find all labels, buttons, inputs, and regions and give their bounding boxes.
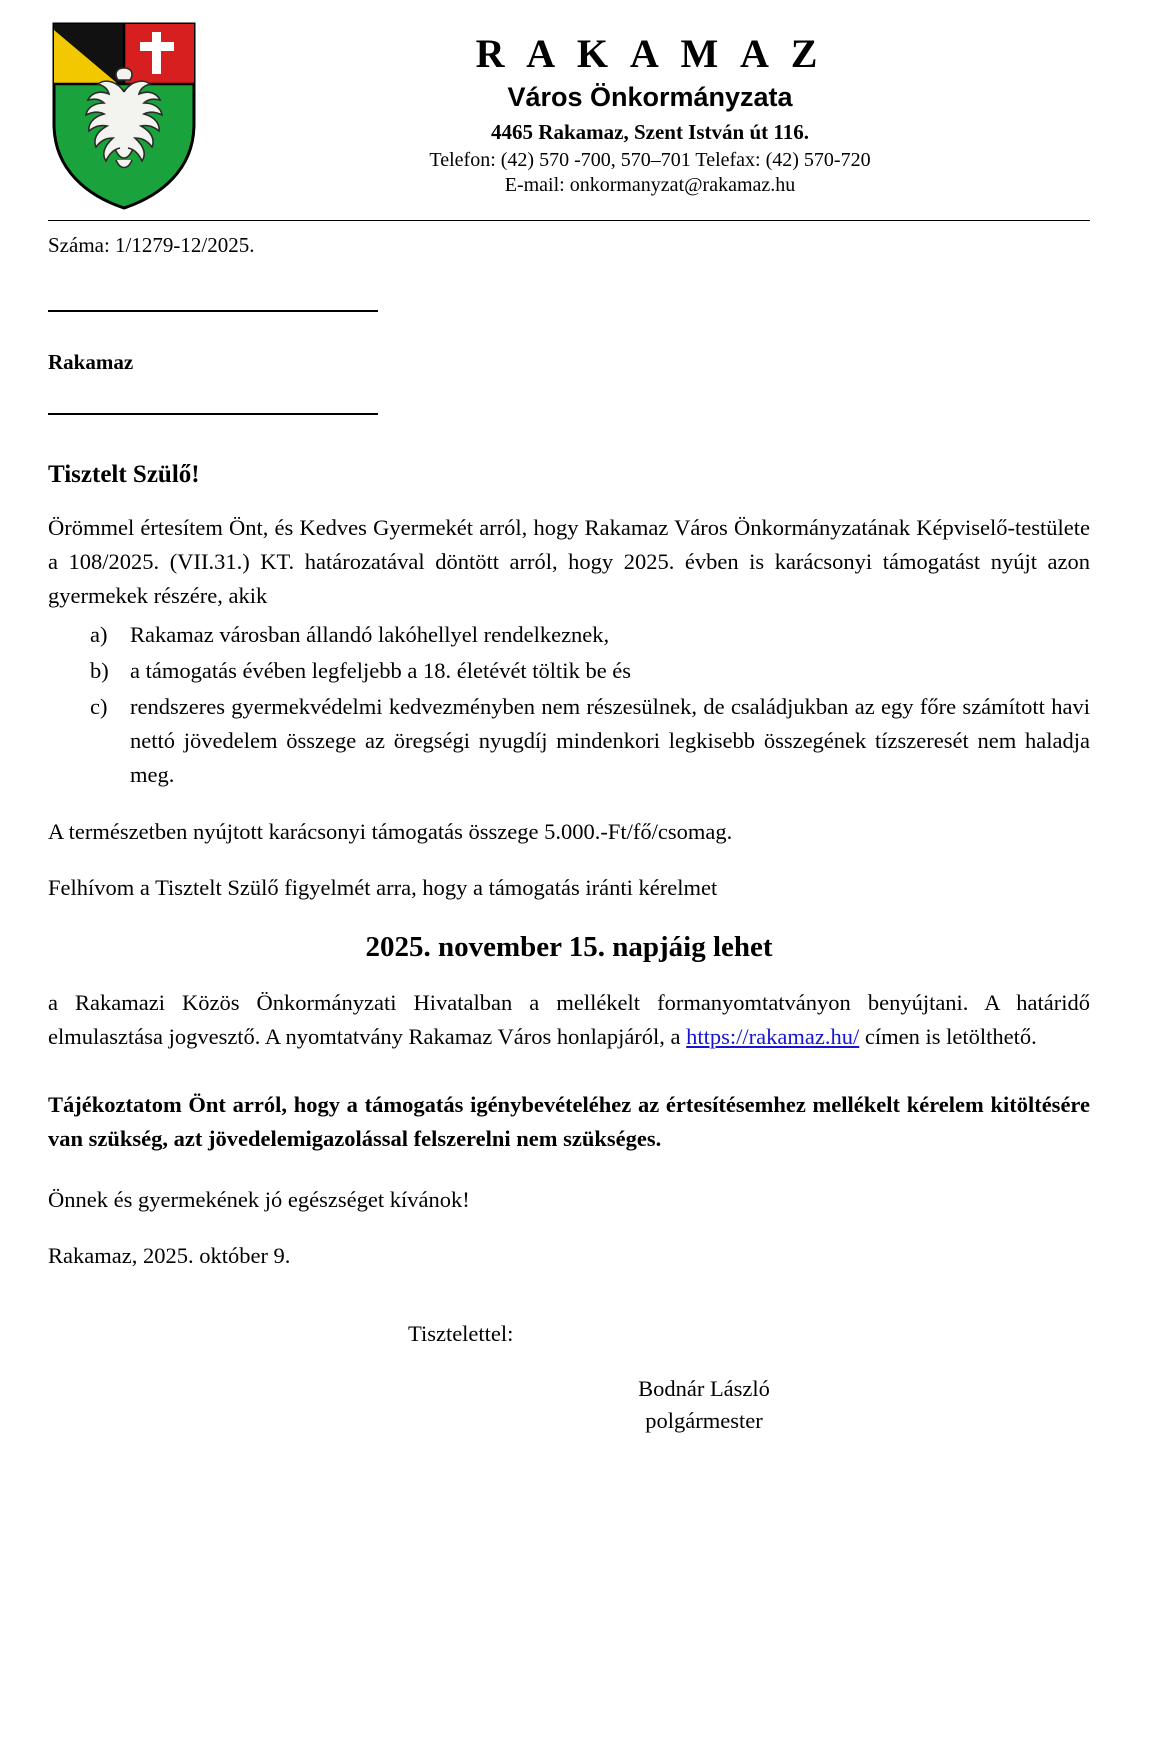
- organization-name: R A K A M A Z: [475, 31, 825, 76]
- place-and-date: Rakamaz, 2025. október 9.: [48, 1242, 291, 1268]
- deadline-intro-paragraph: Felhívom a Tisztelt Szülő figyelmét arra, hogy a támogatás iránti kérelmet: [48, 874, 718, 900]
- list-item-text: a támogatás évében legfeljebb a 18. életévét töltik be és: [130, 657, 632, 683]
- list-item: [90, 618, 1090, 652]
- coat-of-arms-icon: [48, 18, 200, 212]
- list-marker: a): [90, 621, 108, 647]
- amount-paragraph: A természetben nyújtott karácsonyi támogatás összege 5.000.-Ft/fő/csomag.: [48, 818, 733, 844]
- addressee-block: [48, 310, 1090, 415]
- addressee-line-bottom: [48, 413, 378, 415]
- intro-paragraph: Örömmel értesítem Önt, és Kedves Gyermekét arról, hogy Rakamaz Város Önkormányzatának Képviselő-testülete a 108/2025. (VII.31.) KT. határozatával döntött arról, hogy 2025. évben is karácsonyi támogatást nyújt azon gyermekek részére, akik: [48, 515, 1090, 609]
- closing-wish: Önnek és gyermekének jó egészséget kívánok!: [48, 1186, 470, 1212]
- header-divider: [48, 220, 1090, 221]
- addressee-line-top: [48, 310, 378, 312]
- signer-name: Bodnár László: [638, 1375, 770, 1401]
- letterhead-text: [210, 18, 1090, 197]
- list-item-text: rendszeres gyermekvédelmi kedvezményben nem részesülnek, de családjukban az egy főre számított havi nettó jövedelem összege az öregségi nyugdíj mindenkori legkisebb összegének tízszeresét nem haladja meg.: [130, 693, 1090, 788]
- addressee-name: Rakamaz: [48, 350, 134, 374]
- list-marker: b): [90, 657, 109, 683]
- organization-address: 4465 Rakamaz, Szent István út 116.: [491, 120, 809, 144]
- signer-title: polgármester: [645, 1408, 763, 1434]
- submission-paragraph: [48, 986, 1090, 1054]
- rakamaz-website-link[interactable]: https://rakamaz.hu/: [686, 1024, 860, 1050]
- submission-text-part-2: címen is letölthető.: [859, 1024, 1037, 1050]
- organization-email: E-mail: onkormanyzat@rakamaz.hu: [504, 174, 796, 196]
- list-item: [90, 654, 1090, 688]
- deadline-heading: 2025. november 15. napjáig lehet: [365, 930, 773, 963]
- regards-line: Tisztelettel:: [408, 1320, 514, 1346]
- organization-subtitle: Város Önkormányzata: [507, 82, 793, 112]
- organization-phone: Telefon: (42) 570 -700, 570–701 Telefax: (42) 570-720: [429, 149, 871, 171]
- list-item: [90, 690, 1090, 793]
- submission-text-part-1: a Rakamazi Közös Önkormányzati Hivatalban a mellékelt formanyomtatványon benyújtani. A határidő elmulasztása jogvesztő. A nyomtatvány Rakamaz Város honlapjáról, a: [48, 989, 1090, 1050]
- signature-block: [48, 1373, 1090, 1438]
- important-note: Tájékoztatom Önt arról, hogy a támogatás igénybevételéhez az értesítésemhez mellékelt kérelem kitöltésére van szükség, azt jövedelemigazolással felszerelni nem szükséges.: [48, 1092, 1090, 1152]
- salutation: Tisztelt Szülő!: [48, 461, 200, 488]
- list-marker: c): [90, 693, 108, 719]
- list-item-text: Rakamaz városban állandó lakóhellyel rendelkeznek,: [130, 621, 610, 647]
- reference-number: Száma: 1/1279-12/2025.: [48, 233, 255, 257]
- conditions-list: [48, 618, 1090, 793]
- letterhead: [48, 18, 1090, 212]
